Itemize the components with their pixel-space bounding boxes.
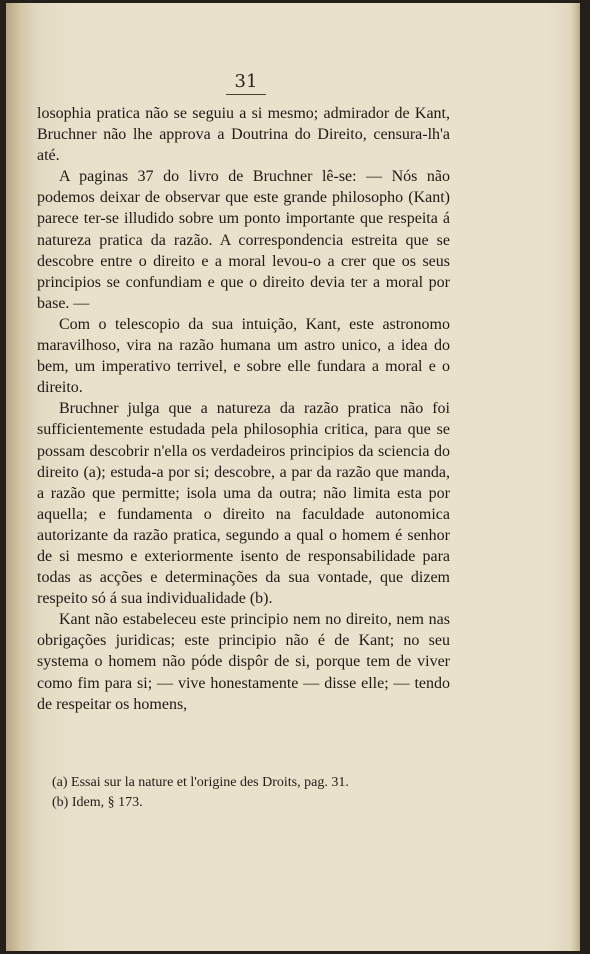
footnote-a: (a) Essai sur la nature et l'origine des Droits, pag. 31. bbox=[52, 775, 349, 790]
paragraph: Kant não estabeleceu este principio nem no direito, nem nas obrigações juridicas; este principio não é de Kant; no seu systema o homem não póde dispôr de si, porque tem de viver como fim para si; — vive honestamente — disse elle; — tendo de respeitar os homens, bbox=[37, 611, 450, 713]
page-gutter-shadow bbox=[6, 3, 32, 951]
page-edge-shadow bbox=[570, 3, 580, 951]
book-page bbox=[6, 3, 580, 951]
footnotes bbox=[52, 773, 452, 813]
paragraph: A paginas 37 do livro de Bruchner lê-se: — Nós não podemos deixar de observar que este grande philosopho (Kant) parece ter-se illudido sobre um ponto importante que respeita á natureza pratica da razão. A correspondencia estreita que se descobre entre o direito e a moral levou-o a crer que os seus principios se confundiam e que o direito devia ter a moral por base. — bbox=[37, 168, 450, 312]
footnote-b: (b) Idem, § 173. bbox=[52, 795, 143, 810]
paragraph: losophia pratica não se seguiu a si mesmo; admirador de Kant, Bruchner não lhe approva a Doutrina do Direito, censura-lh'a até. bbox=[37, 105, 450, 165]
paragraph: Com o telescopio da sua intuição, Kant, este astronomo maravilhoso, vira na razão humana um astro unico, a idea do bem, um imperativo terrivel, e sobre elle fundara a moral e o direito. bbox=[37, 315, 450, 397]
page-number-rule bbox=[226, 94, 266, 95]
paragraph: Bruchner julga que a natureza da razão pratica não foi sufficientemente estudada pela philosophia critica, para que se possam descobrir n'ella os verdadeiros principios da sciencia do direito (a); estuda-a por si; descobre, a par da razão que manda, a razão que permitte; isola uma da outra; não limita esta por aquella; e fundamenta o direito na faculdade autonomica autorizante da razão pratica, segundo a qual o homem é senhor de si mesmo e exteriormente isento de responsabilidade para todas as acções e determinações da sua vontade, que dizem respeito só á sua individualidade (b). bbox=[37, 400, 450, 608]
body-text bbox=[37, 103, 450, 715]
page-number: 31 bbox=[234, 71, 258, 92]
